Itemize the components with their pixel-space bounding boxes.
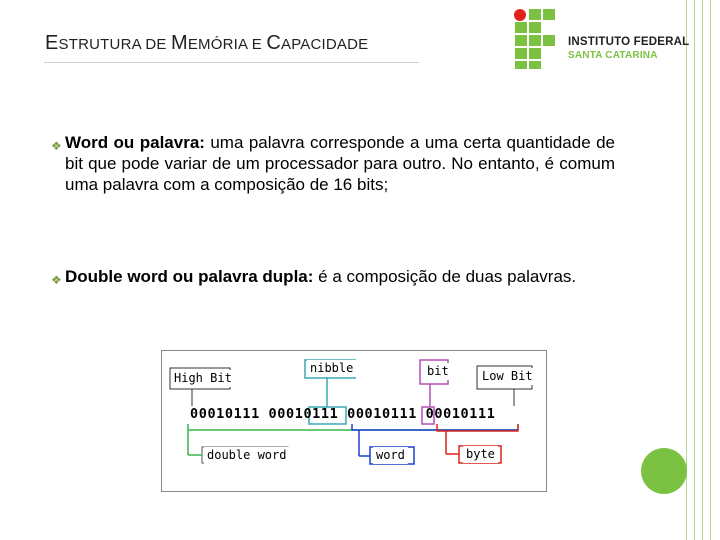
decorative-line: [702, 0, 703, 540]
title-initial: M: [170, 32, 188, 54]
label-word: word: [373, 447, 408, 464]
logo-campus: SANTA CATARINA: [568, 50, 658, 61]
diamond-bullet-icon: ❖: [51, 139, 62, 153]
title-segment: STRUTURA DE: [58, 36, 171, 53]
logo-text: [568, 36, 689, 61]
label-bit: bit: [424, 363, 452, 380]
title-segment: EMÓRIA E: [187, 36, 267, 53]
decorative-circle: [641, 448, 687, 494]
label-high-bit: High Bit: [171, 370, 235, 387]
decorative-line: [710, 0, 711, 540]
label-nibble: nibble: [307, 360, 356, 377]
bullet-text: é a composição de duas palavras.: [313, 267, 577, 286]
title-segment: APACIDADE: [281, 36, 369, 53]
title-divider: [44, 62, 419, 63]
bit-sequence: 00010111 00010111 00010111 00010111: [190, 406, 496, 422]
logo-institution: INSTITUTO FEDERAL: [568, 36, 690, 48]
memory-units-diagram: [161, 350, 547, 492]
bullet-word: [51, 132, 615, 195]
diamond-bullet-icon: ❖: [51, 273, 62, 287]
decorative-line: [686, 0, 687, 540]
bullet-term: Double word ou palavra dupla:: [65, 267, 314, 286]
bullet-term: Word ou palavra:: [65, 133, 205, 152]
logo-grid-icon: [512, 8, 558, 70]
decorative-line: [694, 0, 695, 540]
title-initial: E: [45, 32, 59, 54]
slide-title: [45, 32, 368, 55]
label-low-bit: Low Bit: [479, 368, 536, 385]
title-initial: C: [266, 32, 281, 54]
bullet-double-word: [51, 266, 615, 287]
bullet-text: uma palavra corresponde a uma certa quantidade de bit que pode variar de um processador para outro. No entanto, é comum uma palavra com a composição de 16 bits;: [65, 133, 615, 194]
label-double-word: double word: [204, 447, 289, 464]
ifsc-logo: [512, 8, 692, 70]
label-byte: byte: [463, 446, 498, 463]
